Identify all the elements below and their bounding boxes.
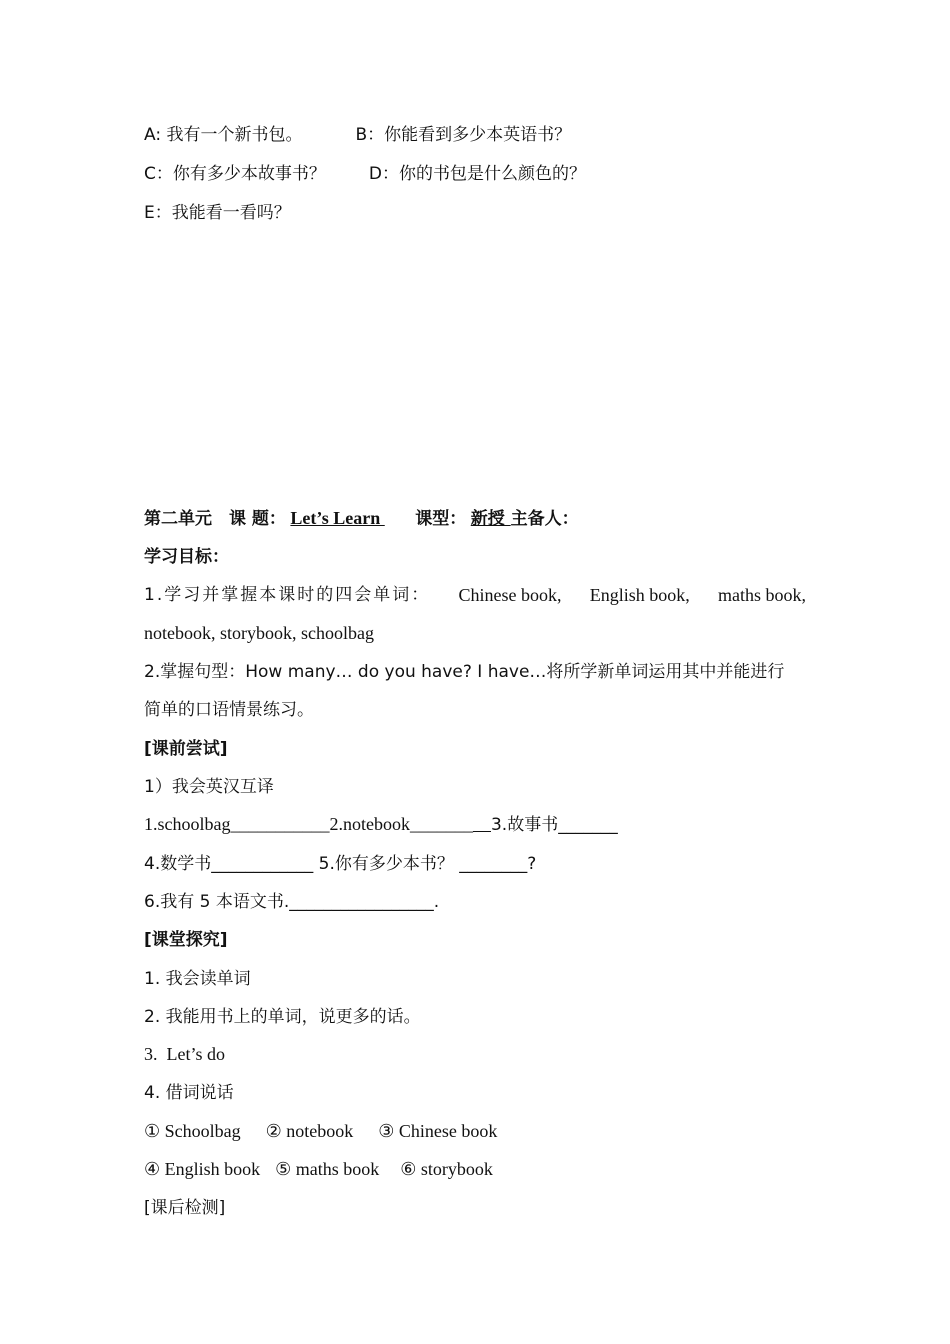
goal-1-continued: notebook, storybook, schoolbag <box>144 623 374 643</box>
goal-1-word-maths: maths book, <box>718 585 806 605</box>
vocab-row-1 <box>144 1119 806 1143</box>
goals-title: 学习目标： <box>144 547 229 567</box>
translation-row-1 <box>144 812 806 837</box>
vocab-chinese-book: ③ Chinese book <box>378 1121 498 1141</box>
translation-blank <box>473 814 491 834</box>
option-row-cd <box>144 161 806 186</box>
in-class-item-4: 4. 借词说话 <box>144 1083 234 1103</box>
in-class-item-4-row <box>144 1080 806 1105</box>
goal-2-line-1: 2.掌握句型：How many… do you have? I have…将所学新单词运用其中并能进行 <box>144 662 785 682</box>
goal-item-1 <box>144 583 806 607</box>
translation-row-3 <box>144 889 806 914</box>
topic-label: 课 题： <box>229 509 286 529</box>
pre-class-title-row <box>144 736 806 761</box>
in-class-item-3-row <box>144 1042 806 1066</box>
after-class-title-row <box>144 1195 806 1220</box>
option-row-e <box>144 200 806 225</box>
pre-class-title: [课前尝试] <box>144 739 228 759</box>
translation-items-4-5: 4.数学书____________ 5.你有多少本书？ ________? <box>144 854 537 874</box>
lesson-header <box>144 506 806 531</box>
in-class-title: [课堂探究] <box>144 930 228 950</box>
option-row-ab <box>144 122 806 147</box>
goal-1-word-english: English book, <box>589 585 690 605</box>
goal-1-prefix: 1.学习并掌握本课时的四会单词： <box>144 585 431 605</box>
goal-item-2-cont <box>144 697 806 722</box>
in-class-item-2-row <box>144 1004 806 1029</box>
vocab-english-book: ④ English book <box>144 1159 261 1179</box>
option-b: B：你能看到多少本英语书？ <box>355 125 572 145</box>
vocab-maths-book: ⑤ maths book <box>275 1159 380 1179</box>
option-d: D：你的书包是什么颜色的？ <box>368 164 586 184</box>
option-a: A: 我有一个新书包。 <box>144 125 303 145</box>
goals-title-row <box>144 544 806 569</box>
pre-class-sub-row <box>144 774 806 799</box>
in-class-item-3: 3. Let’s do <box>144 1044 225 1064</box>
vocab-row-2 <box>144 1157 806 1181</box>
author-label: 主备人： <box>510 509 579 529</box>
vocab-storybook: ⑥ storybook <box>400 1159 493 1179</box>
in-class-item-2: 2. 我能用书上的单词，说更多的话。 <box>144 1007 421 1027</box>
pre-class-subtitle: 1）我会英汉互译 <box>144 777 274 797</box>
translation-row-2 <box>144 851 806 876</box>
option-c: C：你有多少本故事书？ <box>144 164 326 184</box>
translation-item-6: 6.我有 5 本语文书._________________. <box>144 892 440 912</box>
goal-item-2 <box>144 659 806 684</box>
in-class-item-1: 1. 我会读单词 <box>144 969 251 989</box>
goal-1-word-chinese: Chinese book, <box>458 585 562 605</box>
translation-items-1-2: 1.schoolbag___________2.notebook_______ <box>144 814 473 834</box>
unit-label: 第二单元 <box>144 509 212 529</box>
after-class-title: [课后检测] <box>144 1198 226 1218</box>
goal-2-line-2: 简单的口语情景练习。 <box>144 700 314 720</box>
option-e: E：我能看一看吗？ <box>144 203 291 223</box>
vocab-notebook: ② notebook <box>265 1121 354 1141</box>
vocab-schoolbag: ① Schoolbag <box>144 1121 241 1141</box>
in-class-title-row <box>144 927 806 952</box>
type-value: 新授 <box>470 509 511 529</box>
type-label: 课型： <box>415 509 467 529</box>
in-class-item-1-row <box>144 966 806 991</box>
translation-item-3: 3.故事书_______ <box>490 815 618 835</box>
goal-item-1-cont <box>144 621 806 645</box>
topic-value: Let’s Learn <box>290 508 385 528</box>
